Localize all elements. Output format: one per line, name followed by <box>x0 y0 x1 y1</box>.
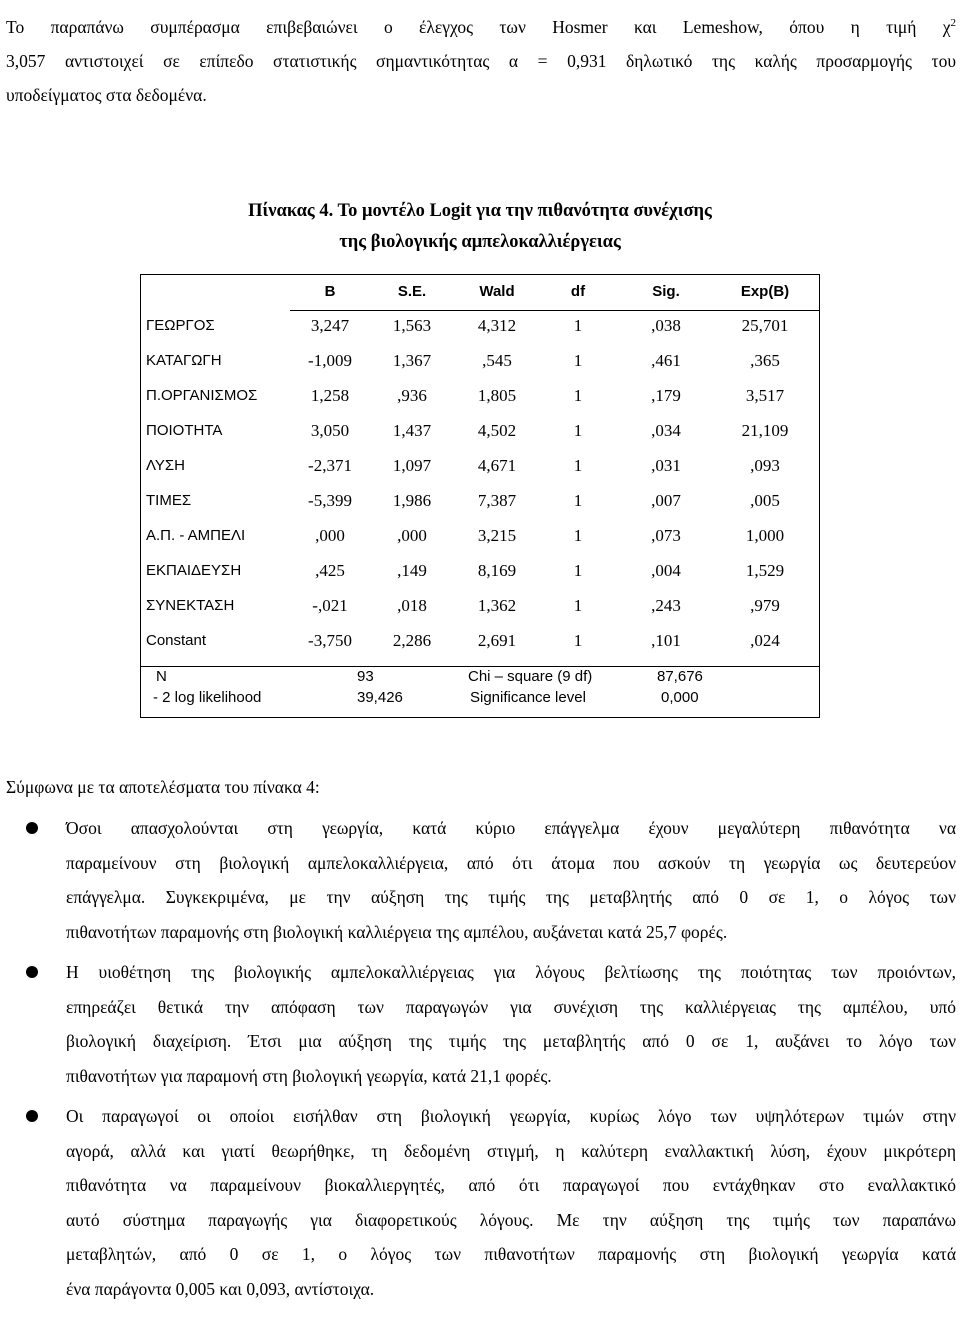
table-cell: 1 <box>573 561 583 580</box>
table-cell: 1 <box>573 596 583 615</box>
table-cell: 2,691 <box>477 631 517 650</box>
row-label: ΤΙΜΕΣ <box>146 492 192 509</box>
log-likelihood-label: - 2 log likelihood <box>153 689 262 706</box>
paragraph-line: βιολογική διαχείριση. Έτσι μια αύξηση της τιμής της μεταβλητής από 0 σε 1, αυξάνει το λόγο των <box>66 1031 956 1051</box>
intro-paragraph <box>6 6 956 112</box>
table-cell: 1 <box>573 421 583 440</box>
table-cell: ,038 <box>651 316 681 335</box>
intro-line-1: Το παραπάνω συμπέρασμα επιβεβαιώνει ο έλεγχος των Hosmer και Lemeshow, όπου η τιμή $\chi^2$ <box>6 16 956 37</box>
table-cell: ,461 <box>651 351 681 370</box>
table-cell: -1,009 <box>308 351 352 370</box>
table-cell: ,545 <box>482 351 512 370</box>
column-header: S.E. <box>397 283 427 300</box>
column-header: df <box>570 283 586 300</box>
column-header: Wald <box>479 283 515 300</box>
table-caption <box>0 196 960 258</box>
table-cell: ,024 <box>750 631 780 650</box>
table-cell: 1 <box>573 316 583 335</box>
table-cell: 4,671 <box>477 456 517 475</box>
column-header: Exp(B) <box>740 283 790 300</box>
table-cell: 1,986 <box>392 491 432 510</box>
paragraph-line: επηρεάζει θετικά την απόφαση των παραγωγών για συνέχιση της καλλιέργειας της αμπέλου, υπό <box>66 996 956 1017</box>
paragraph-line: Η υιοθέτηση της βιολογικής αμπελοκαλλιέργειας για λόγους βελτίωσης της ποιότητας των προιόντων, <box>66 962 956 982</box>
row-label: ΛΥΣΗ <box>146 457 186 474</box>
table-cell: 1,097 <box>392 456 432 475</box>
header-separator <box>290 310 820 311</box>
row-label: Π.ΟΡΓΑΝΙΣΜΟΣ <box>146 387 258 404</box>
bullet-icon <box>26 966 38 978</box>
row-label: ΠΟΙΟΤΗΤΑ <box>146 422 223 439</box>
table-cell: ,243 <box>651 596 681 615</box>
table-cell: 2,286 <box>392 631 432 650</box>
paragraph-line: αγορά, αλλά και γιατί θεωρήθηκε, τη δεδομένη στιγμή, η καλύτερη εναλλακτική λύση, έχουν μικρότερη <box>66 1140 956 1161</box>
table-cell: ,031 <box>651 456 681 475</box>
table-cell: ,425 <box>315 561 345 580</box>
table-cell: -,021 <box>312 596 348 615</box>
table-cell: ,073 <box>651 526 681 545</box>
caption-line-1: Πίνακας 4. Το μοντέλο Logit για την πιθανότητα συνέχισης <box>248 201 712 221</box>
table-cell: 3,517 <box>745 386 785 405</box>
footer-separator <box>140 666 290 667</box>
column-header: B <box>324 283 336 300</box>
table-cell: 1 <box>573 631 583 650</box>
table-cell: ,149 <box>397 561 427 580</box>
table-cell: 8,169 <box>477 561 517 580</box>
paragraph-line: πιθανότητα να παραμείνουν βιοκαλλιεργητές, από ότι παραγωγοί που εντάχθηκαν στο εναλλακτικό <box>66 1175 956 1195</box>
table-cell: ,004 <box>651 561 681 580</box>
table-cell: ,005 <box>750 491 780 510</box>
table-cell: 1 <box>573 351 583 370</box>
table-cell: 4,312 <box>477 316 517 335</box>
table-cell: ,979 <box>750 596 780 615</box>
bullet-icon <box>26 822 38 834</box>
table-cell: -5,399 <box>308 491 352 510</box>
chi-square-label: Chi – square (9 df) <box>468 668 593 685</box>
bullet-paragraph <box>66 811 956 949</box>
table-cell: 21,109 <box>741 421 789 440</box>
paragraph-line: Οι παραγωγοί οι οποίοι εισήλθαν στη βιολογική γεωργία, κυρίως λόγο των υψηλότερων τιμών στην <box>66 1106 956 1126</box>
bullet-paragraph <box>66 955 956 1093</box>
row-label: ΣΥΝΕΚΤΑΣΗ <box>146 597 235 614</box>
table-cell: 25,701 <box>741 316 789 335</box>
table-cell: ,179 <box>651 386 681 405</box>
table-cell: 4,502 <box>477 421 517 440</box>
table-cell: 1,563 <box>392 316 432 335</box>
table-cell: 1 <box>573 526 583 545</box>
table-cell: ,101 <box>651 631 681 650</box>
column-header: Sig. <box>652 283 680 300</box>
table-cell: 1,362 <box>477 596 517 615</box>
paragraph-line: αυτό σύστημα παραγωγής για διαφορετικούς λόγους. Με την αύξηση της τιμής των παραπάνω <box>66 1209 956 1230</box>
table-cell: ,000 <box>315 526 345 545</box>
summary-heading: Σύμφωνα με τα αποτελέσματα του πίνακα 4: <box>6 777 320 797</box>
table-cell: -2,371 <box>308 456 352 475</box>
table-cell: 1 <box>573 456 583 475</box>
table-cell: ,093 <box>750 456 780 475</box>
table-cell: 3,050 <box>310 421 350 440</box>
bullet-icon <box>26 1110 38 1122</box>
intro-line-2: 3,057 αντιστοιχεί σε επίπεδο στατιστικής σημαντικότητας α = 0,931 δηλωτικό της καλής προσαρμογής του <box>6 50 956 71</box>
paragraph-line: παραμείνουν στη βιολογική αμπελοκαλλιέργεια, από ότι άτομα που ασκούν τη γεωργία ως δευτερεύον <box>66 852 956 873</box>
row-label: ΚΑΤΑΓΩΓΗ <box>146 352 222 369</box>
log-likelihood-value: 39,426 <box>357 689 403 706</box>
table-cell: 1,437 <box>392 421 432 440</box>
chi-superscript: 2 <box>950 17 956 29</box>
table-cell: ,034 <box>651 421 681 440</box>
table-cell: ,936 <box>397 386 427 405</box>
n-label: N <box>156 668 167 685</box>
table-cell: 3,215 <box>477 526 517 545</box>
bullet-paragraph <box>66 1099 956 1306</box>
row-label: Constant <box>146 632 207 649</box>
row-label: ΕΚΠΑΙΔΕΥΣΗ <box>146 562 242 579</box>
table-cell: ,018 <box>397 596 427 615</box>
paragraph-line: πιθανοτήτων παραμονής στη βιολογική καλλιέργεια της αμπέλου, αυξάνεται κατά 25,7 φορές. <box>66 921 728 942</box>
row-label: ΓΕΩΡΓΟΣ <box>146 317 215 334</box>
chi-square-value: 87,676 <box>657 668 703 685</box>
table-cell: 1 <box>573 491 583 510</box>
table-cell: 1,000 <box>745 526 785 545</box>
table-cell: ,007 <box>651 491 681 510</box>
significance-label: Significance level <box>470 689 586 706</box>
paragraph-line: Όσοι απασχολούνται στη γεωργία, κατά κύριο επάγγελμα έχουν μεγαλύτερη πιθανότητα να <box>66 818 956 838</box>
n-value: 93 <box>357 668 374 685</box>
table-cell: 1,258 <box>310 386 350 405</box>
caption-line-2: της βιολογικής αμπελοκαλλιέργειας <box>339 232 621 252</box>
table-cell: 1,805 <box>477 386 517 405</box>
table-cell: -3,750 <box>308 631 352 650</box>
footer-separator <box>290 666 820 667</box>
paragraph-line: μεταβλητών, από 0 σε 1, ο λόγος των πιθανοτήτων παραμονής στη βιολογική γεωργία κατά <box>66 1244 956 1264</box>
significance-value: 0,000 <box>661 689 699 706</box>
table-cell: 3,247 <box>310 316 350 335</box>
paragraph-line: πιθανοτήτων για παραμονή στη βιολογική γεωργία, κατά 21,1 φορές. <box>66 1065 552 1086</box>
table-cell: 1,367 <box>392 351 432 370</box>
paragraph-line: επάγγελμα. Συγκεκριμένα, με την αύξηση της τιμής της μεταβλητής από 0 σε 1, ο λόγος των <box>66 887 956 907</box>
table-cell: 1 <box>573 386 583 405</box>
row-label: Α.Π. - ΑΜΠΕΛΙ <box>146 527 246 544</box>
table-cell: 1,529 <box>745 561 785 580</box>
table-cell: ,365 <box>750 351 780 370</box>
intro-line-3: υποδείγματος στα δεδομένα. <box>6 84 207 105</box>
table-cell: ,000 <box>397 526 427 545</box>
paragraph-line: ένα παράγοντα 0,005 και 0,093, αντίστοιχα. <box>66 1278 375 1299</box>
table-cell: 7,387 <box>477 491 517 510</box>
